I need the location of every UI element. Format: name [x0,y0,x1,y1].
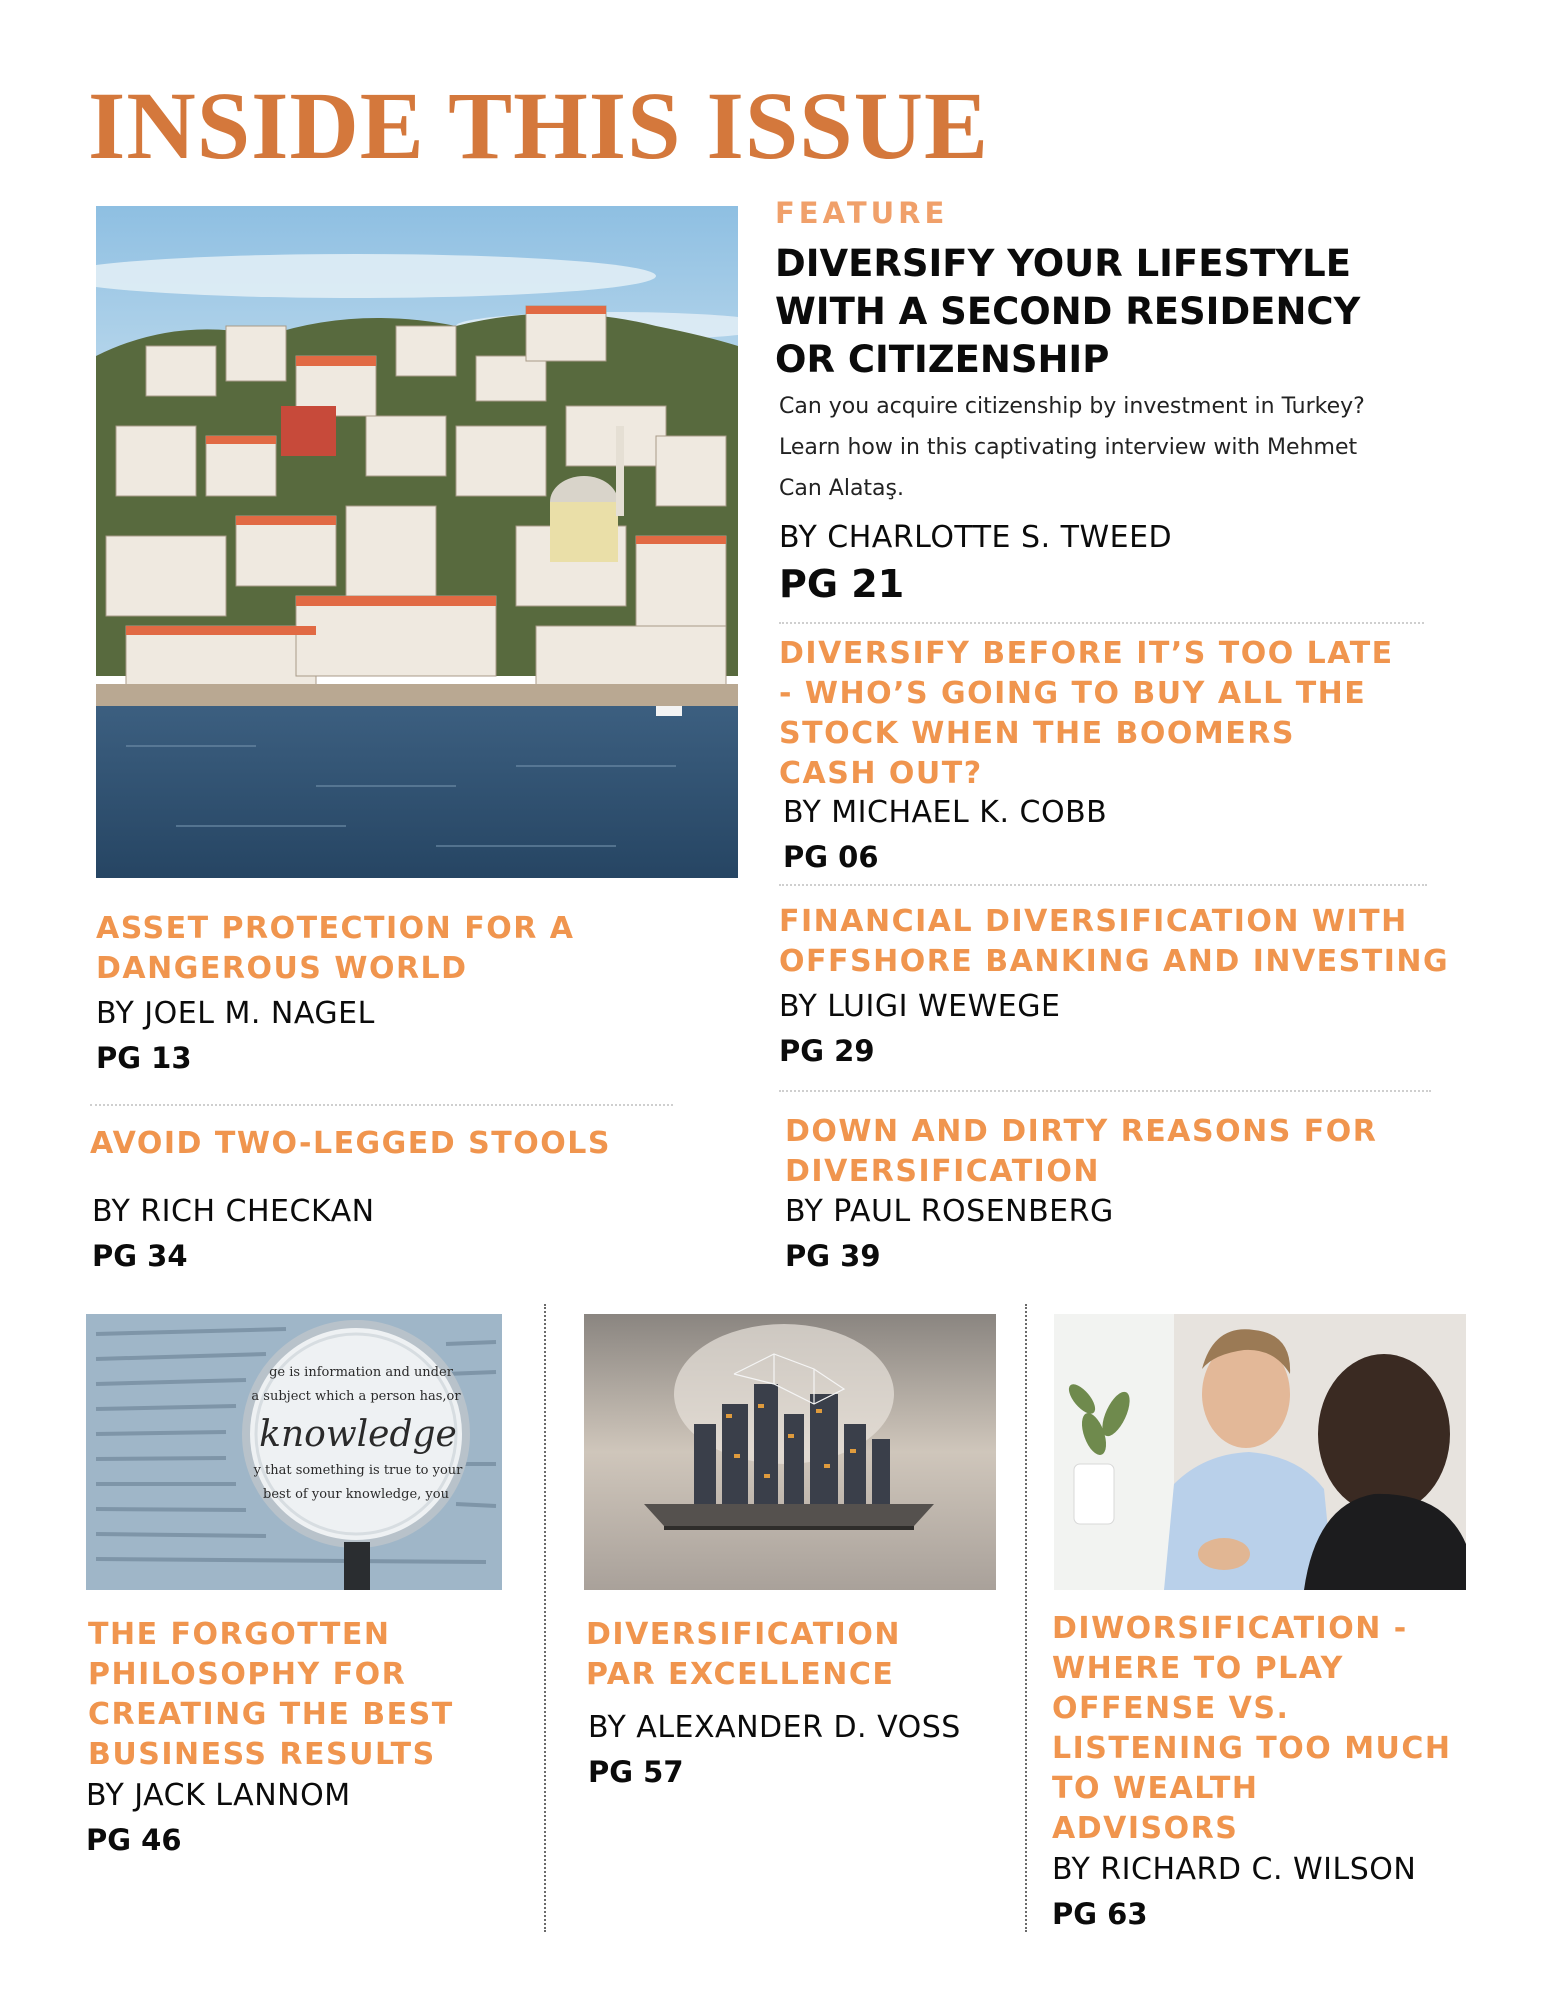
column-divider [1025,1304,1027,1932]
lens-text-line: best of your knowledge, you [263,1487,449,1502]
story-author: BY LUIGI WEWEGE [779,989,1061,1024]
story-title-two-legged-stools[interactable] [90,1124,611,1164]
page-title: INSIDE THIS ISSUE [88,72,990,179]
story-title-line: AVOID TWO-LEGGED STOOLS [90,1126,611,1161]
story-author: BY ALEXANDER D. VOSS [588,1710,961,1745]
story-title-offshore-banking[interactable] [779,902,1449,982]
story-title-line: CREATING THE BEST [88,1697,454,1732]
lens-text-line: ge is information and under [269,1365,453,1380]
feature-title-line: WITH A SECOND RESIDENCY [775,290,1361,333]
story-author: BY RICHARD C. WILSON [1052,1852,1417,1887]
story-title-line: ASSET PROTECTION FOR A [96,911,575,946]
lens-text-line: y that something is true to your [253,1463,463,1478]
story-page-number: PG 29 [779,1034,875,1068]
city-tablet-photo [584,1314,996,1590]
meeting-photo [1054,1314,1466,1590]
story-title-forgotten-philosophy[interactable] [88,1615,454,1775]
story-page-number: PG 13 [96,1041,192,1075]
feature-kicker: FEATURE [775,196,949,230]
story-title-line: PHILOSOPHY FOR [88,1657,407,1692]
feature-photo-istanbul-waterfront [96,206,738,878]
story-title-line: LISTENING TOO MUCH [1052,1731,1452,1766]
feature-title[interactable] [775,240,1415,384]
story-title-line: DIWORSIFICATION - [1052,1611,1408,1646]
story-page-number: PG 34 [92,1239,188,1273]
story-page-number: PG 57 [588,1755,684,1789]
story-author: BY RICH CHECKAN [92,1194,375,1229]
lens-text-line: a subject which a person has,or [251,1389,461,1404]
story-title-line: DOWN AND DIRTY REASONS FOR [785,1114,1378,1149]
story-title-line: STOCK WHEN THE BOOMERS [779,716,1295,751]
story-title-boomers[interactable] [779,634,1394,794]
feature-description [779,386,1379,509]
story-title-diworsification[interactable] [1052,1609,1452,1849]
story-title-par-excellence[interactable] [586,1615,901,1695]
story-title-line: ADVISORS [1052,1811,1239,1846]
story-title-down-and-dirty[interactable] [785,1112,1377,1192]
story-author: BY PAUL ROSENBERG [785,1194,1114,1229]
feature-page-number: PG 21 [779,562,905,606]
story-title-line: WHERE TO PLAY [1052,1651,1344,1686]
story-page-number: PG 46 [86,1823,182,1857]
story-author: BY MICHAEL K. COBB [783,795,1108,830]
divider [779,884,1427,886]
divider [779,1090,1431,1092]
feature-title-line: OR CITIZENSHIP [775,338,1110,381]
story-title-line: OFFSHORE BANKING AND INVESTING [779,944,1450,979]
story-title-line: CASH OUT? [779,756,983,791]
story-title-line: FINANCIAL DIVERSIFICATION WITH [779,904,1408,939]
story-title-asset-protection[interactable] [96,909,575,989]
feature-description-line: Can Alataş. [779,476,904,501]
feature-description-line: Learn how in this captivating interview with Mehmet [779,435,1358,460]
story-title-line: TO WEALTH [1052,1771,1259,1806]
story-title-line: DIVERSIFY BEFORE IT’S TOO LATE [779,636,1394,671]
story-title-line: - WHO’S GOING TO BUY ALL THE [779,676,1367,711]
story-author: BY JACK LANNOM [86,1778,351,1813]
story-title-line: DANGEROUS WORLD [96,951,468,986]
story-title-line: BUSINESS RESULTS [88,1737,436,1772]
knowledge-magnifier-photo [86,1314,502,1590]
story-title-line: OFFENSE VS. [1052,1691,1290,1726]
story-author: BY JOEL M. NAGEL [96,996,375,1031]
story-title-line: DIVERSIFICATION [586,1617,901,1652]
column-divider [544,1304,546,1932]
feature-title-line: DIVERSIFY YOUR LIFESTYLE [775,242,1352,285]
divider [90,1104,673,1106]
divider [779,622,1424,624]
lens-word: knowledge [259,1414,457,1455]
story-page-number: PG 06 [783,840,879,874]
story-title-line: THE FORGOTTEN [88,1617,391,1652]
story-title-line: PAR EXCELLENCE [586,1657,895,1692]
story-page-number: PG 39 [785,1239,881,1273]
feature-author: BY CHARLOTTE S. TWEED [779,520,1173,555]
feature-description-line: Can you acquire citizenship by investment in Turkey? [779,394,1365,419]
story-page-number: PG 63 [1052,1897,1148,1931]
story-title-line: DIVERSIFICATION [785,1154,1100,1189]
